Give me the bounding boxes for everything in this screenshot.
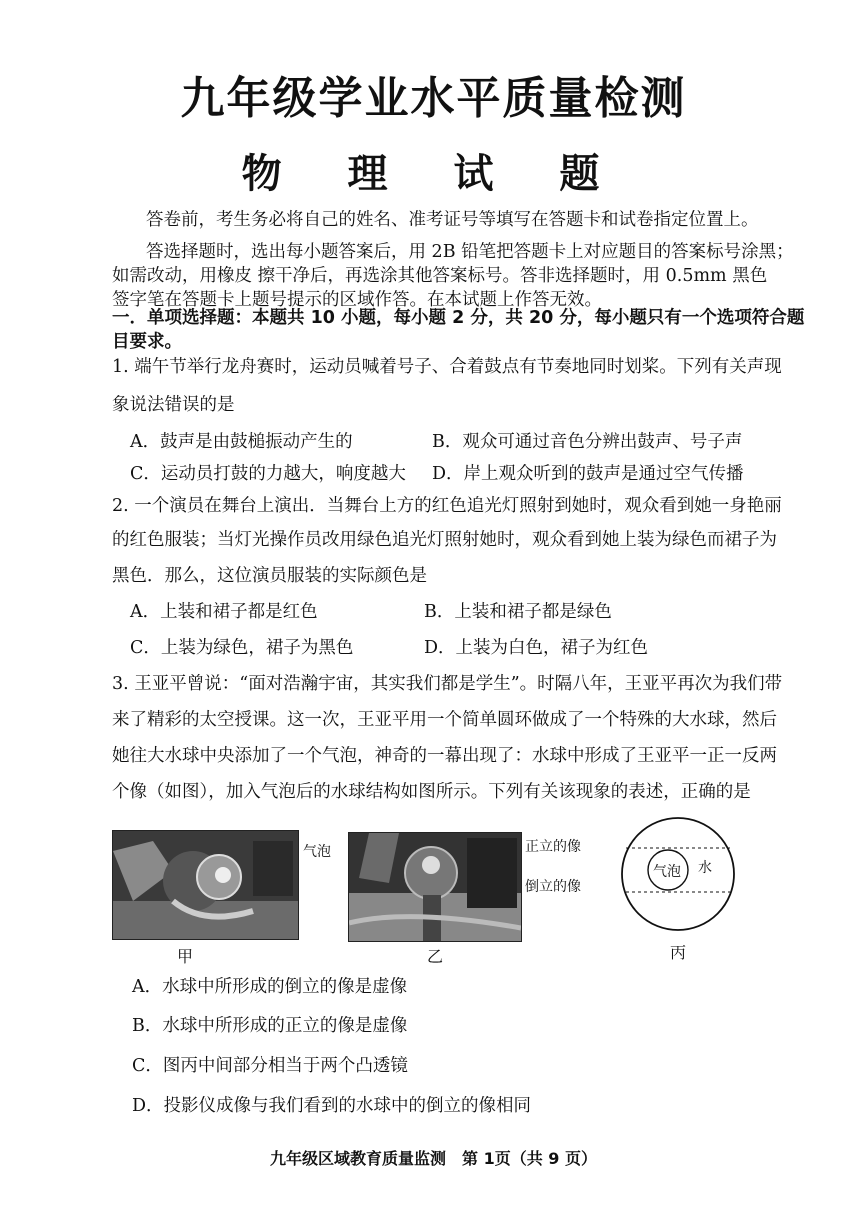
figure-jia-photo <box>112 830 299 940</box>
figure-yi-label: 乙 <box>426 947 443 966</box>
page-footer: 九年级区域教育质量监测 第 1页（共 9 页） <box>270 1149 597 1168</box>
figure-bing-label: 丙 <box>669 943 686 962</box>
bing-bubble-label: 气泡 <box>653 864 681 880</box>
q3-stem-line2: 来了精彩的太空授课。这一次，王亚平用一个简单圆环做成了一个特殊的大水球，然后 <box>112 710 777 730</box>
q3-option-d: D．投影仪成像与我们看到的水球中的倒立的像相同 <box>132 1096 532 1116</box>
q3-stem-line3: 她往大水球中央添加了一个气泡，神奇的一幕出现了：水球中形成了王亚平一正一反两 <box>112 746 777 766</box>
q1-option-a: A．鼓声是由鼓槌振动产生的 <box>130 432 353 452</box>
q2-option-d: D．上装为白色，裙子为红色 <box>424 638 649 658</box>
page-title: 九年级学业水平质量检测 <box>180 73 687 124</box>
q2-stem-line2: 的红色服装；当灯光操作员改用绿色追光灯照射她时，观众看到她上装为绿色而裙子为 <box>112 530 777 550</box>
upright-image-annotation: 正立的像 <box>525 839 581 855</box>
q3-stem-line1: 3. 王亚平曾说：“面对浩瀚宇宙，其实我们都是学生”。时隔八年，王亚平再次为我们带 <box>112 674 783 694</box>
q2-stem-line3: 黑色．那么，这位演员服装的实际颜色是 <box>112 566 427 586</box>
instruction-1: 答卷前，考生务必将自己的姓名、准考证号等填写在答题卡和试卷指定位置上。 <box>146 210 759 230</box>
q1-option-d: D．岸上观众听到的鼓声是通过空气传播 <box>432 464 744 484</box>
q3-option-a: A．水球中所形成的倒立的像是虚像 <box>132 977 408 997</box>
figure-yi-photo <box>348 832 522 942</box>
q3-option-c: C．图丙中间部分相当于两个凸透镜 <box>132 1056 408 1076</box>
section-heading-line2: 目要求。 <box>112 332 182 352</box>
q2-option-c: C．上装为绿色，裙子为黑色 <box>130 638 354 658</box>
figure-jia-label: 甲 <box>176 947 193 966</box>
q1-stem-line1: 1. 端午节举行龙舟赛时，运动员喊着号子、合着鼓点有节奏地同时划桨。下列有关声现 <box>112 357 782 377</box>
bubble-annotation: 气泡 <box>303 844 331 860</box>
q2-option-b: B．上装和裙子都是绿色 <box>424 602 612 622</box>
instruction-2: 答选择题时，选出每小题答案后，用 2B 铅笔把答题卡上对应题目的答案标号涂黑； <box>146 242 794 262</box>
q2-stem-line1: 2. 一个演员在舞台上演出．当舞台上方的红色追光灯照射到她时，观众看到她一身艳丽 <box>112 496 782 516</box>
q2-option-a: A．上装和裙子都是红色 <box>130 602 318 622</box>
section-heading-line1: 一．单项选择题：本题共 10 小题，每小题 2 分，共 20 分，每小题只有一个选项符合题 <box>112 308 805 328</box>
q1-option-b: B．观众可通过音色分辨出鼓声、号子声 <box>432 432 743 452</box>
bing-water-label: 水 <box>698 860 712 876</box>
figure-yi-image <box>349 833 521 941</box>
figure-jia-image <box>113 831 298 939</box>
q1-option-c: C．运动员打鼓的力越大，响度越大 <box>130 464 406 484</box>
q3-option-b: B．水球中所形成的正立的像是虚像 <box>132 1016 408 1036</box>
instruction-3: 如需改动，用橡皮 擦干净后，再选涂其他答案标号。答非选择题时，用 0.5mm 黑色 <box>112 266 768 286</box>
inverted-image-annotation: 倒立的像 <box>525 879 581 895</box>
q1-stem-line2: 象说法错误的是 <box>112 395 235 415</box>
q3-stem-line4: 个像（如图），加入气泡后的水球结构如图所示。下列有关该现象的表述，正确的是 <box>112 782 751 802</box>
page-subtitle: 物 理 试 题 <box>241 151 626 197</box>
instruction-4: 签字笔在答题卡上题号提示的区域作答。在本试题上作答无效。 <box>112 290 602 310</box>
